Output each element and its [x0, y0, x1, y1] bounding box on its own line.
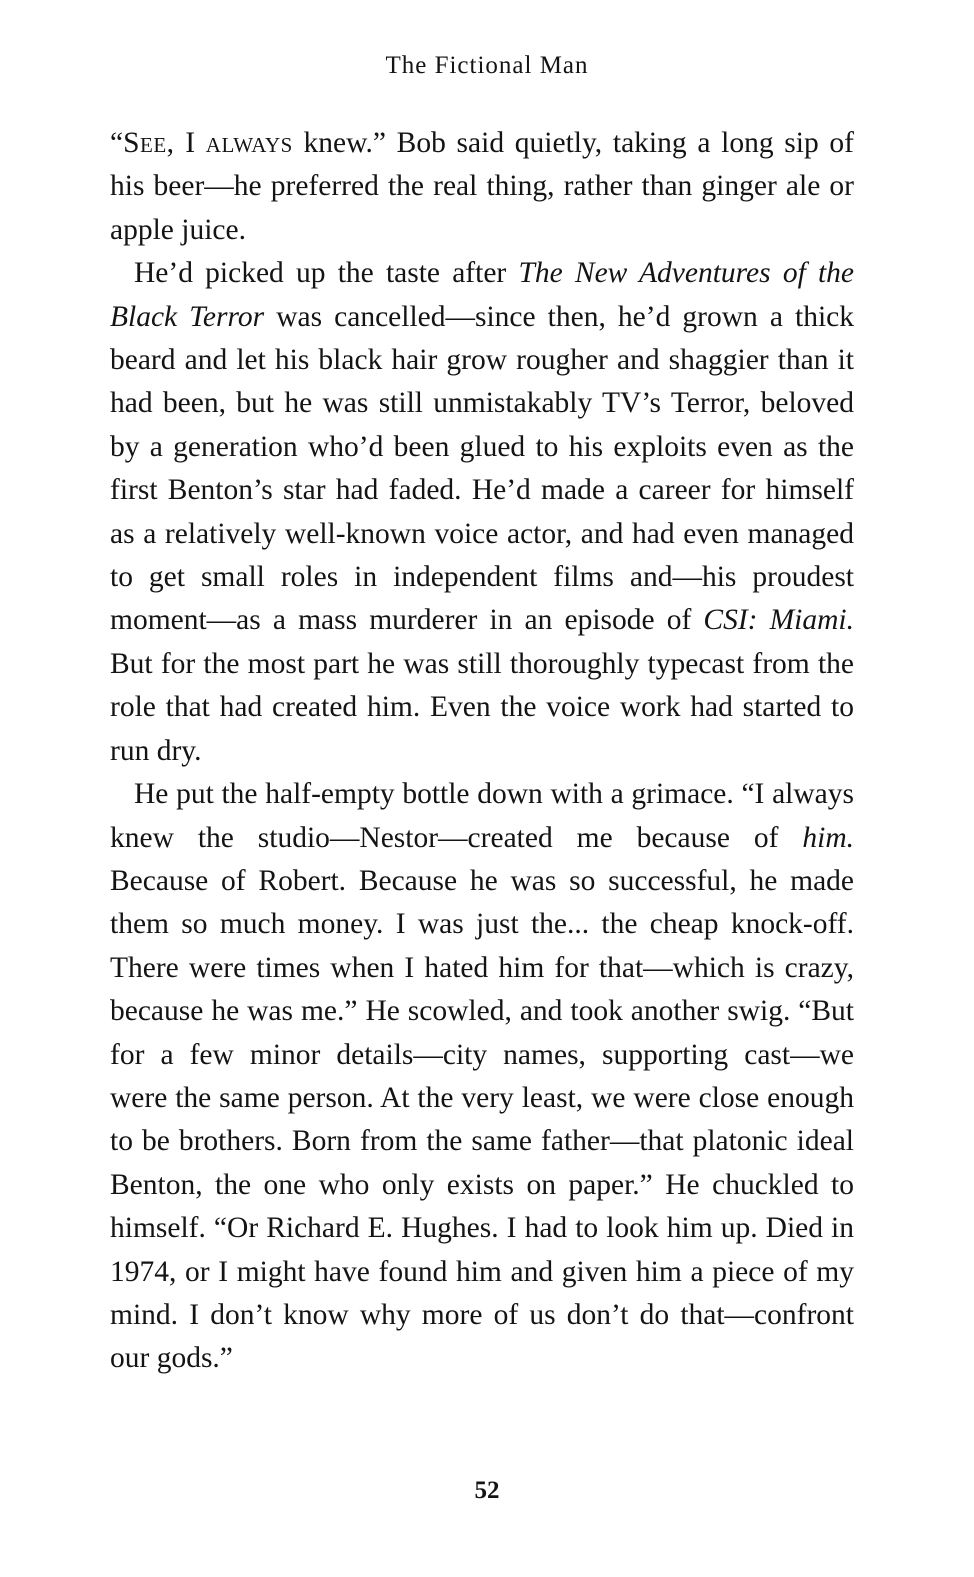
- running-head-title: The Fictional Man: [385, 52, 589, 79]
- page-number: 52: [474, 1477, 500, 1504]
- paragraph-2-text-a: He’d picked up the taste after: [134, 257, 519, 290]
- body-text: [110, 122, 854, 1381]
- small-caps-word-always: always: [205, 127, 293, 159]
- paragraph-3: [110, 773, 854, 1381]
- paragraph-2: [110, 252, 854, 773]
- emphasis-him: him.: [802, 821, 854, 854]
- opening-quote: “: [110, 127, 124, 159]
- tv-show-italic: CSI: Miami.: [703, 604, 854, 637]
- paragraph-2-text-b: was cancelled—since then, he’d grown a thick beard and let his black hair grow rougher and shaggier than it had been, but he was still unmistakably TV’s Terror, beloved by a generation who’d been glued to his exploits even as the first Benton’s star had faded. He’d made a career for himself as a relatively well-known voice actor, and had even managed to get small roles in independent films and—his proudest moment—as a mass murderer in an episode of: [110, 300, 855, 637]
- paragraph-3-text-b: Because of Robert. Because he was so successful, he made them so much money. I was just the... the cheap knock-off. There were times when I hated him for that—which is crazy, because he was me.” He scowled, and took another swig. “But for a few minor details—city names, supporting cast—we were the same person. At the very least, we were close enough to be brothers. Born from the same father—that platonic ideal Benton, the one who only exists on paper.” He chuckled to himself. “Or Richard E. Hughes. I had to look him up. Died in 1974, or I might have found him and given him a piece of my mind. I don’t know why more of us don’t do that—confront our gods.”: [110, 864, 854, 1375]
- paragraph-3-text-a: He put the half-empty bottle down with a grimace. “I always knew the studio—Nestor—created me because of: [110, 778, 854, 854]
- paragraph-1-text: knew.” Bob said quietly, taking a long sip of his beer—he preferred the real thing, rather than ginger ale or apple juice.: [110, 127, 855, 246]
- paragraph-1: [110, 122, 854, 252]
- small-caps-word-see: See,: [123, 127, 175, 159]
- paragraph-1-space: I: [174, 127, 206, 159]
- show-title-italic: The New Adventures of the Black Terror: [110, 257, 854, 333]
- paragraph-2-text-c: But for the most part he was still thoroughly typecast from the role that had created him. Even the voice work had started to run dry.: [110, 647, 854, 767]
